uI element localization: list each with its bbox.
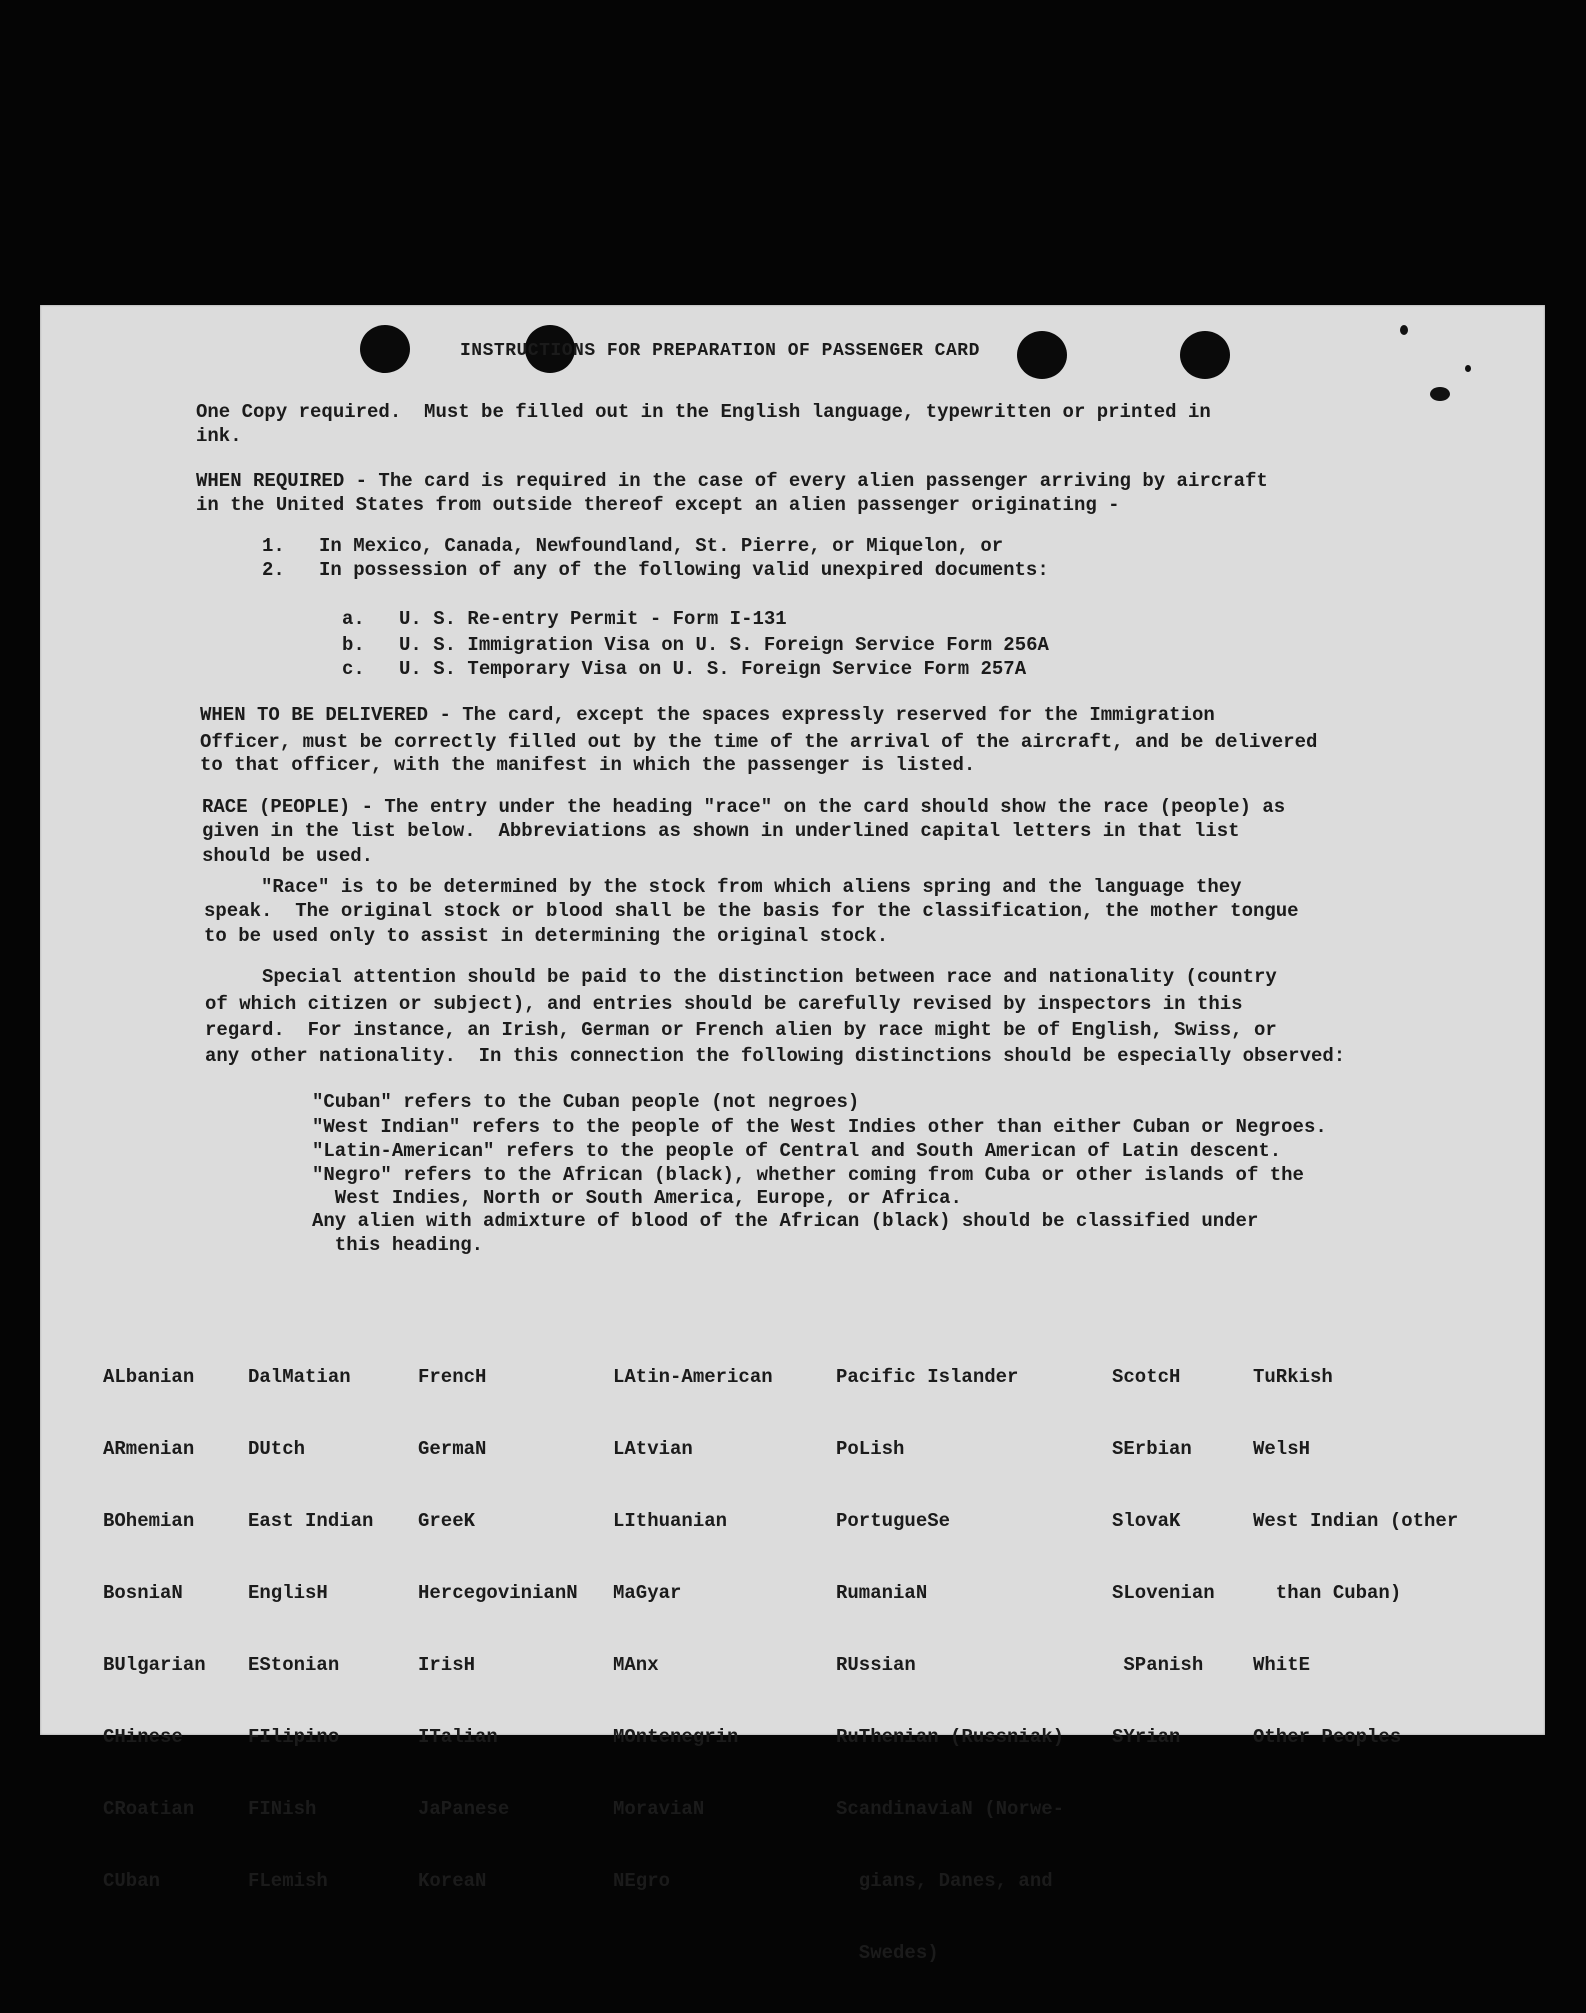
list-item: c. U. S. Temporary Visa on U. S. Foreign Service Form 257A xyxy=(342,658,1027,680)
race-entry: ScotcH xyxy=(1112,1366,1181,1388)
race-entry: BosniaN xyxy=(103,1582,183,1604)
race-entry: GreeK xyxy=(418,1510,476,1532)
race-entry: RUssian xyxy=(836,1654,916,1676)
text-line: any other nationality. In this connection the following distinctions should be especially observed: xyxy=(205,1045,1346,1067)
race-entry: WelsH xyxy=(1253,1438,1311,1460)
text-line: WHEN REQUIRED - The card is required in the case of every alien passenger arriving by aircraft xyxy=(196,470,1268,492)
race-entry: West Indian (other xyxy=(1253,1510,1459,1532)
race-entry: SErbian xyxy=(1112,1438,1192,1460)
race-column-1 xyxy=(103,1317,206,1941)
race-column-5 xyxy=(836,1317,1064,2013)
distinction-line: "Cuban" refers to the Cuban people (not negroes) xyxy=(312,1091,860,1113)
ink-speck xyxy=(1430,387,1450,401)
race-entry: ARmenian xyxy=(103,1438,195,1460)
race-entry: WhitE xyxy=(1253,1654,1311,1676)
race-entry: EnglisH xyxy=(248,1582,328,1604)
race-column-3 xyxy=(418,1317,578,1941)
list-item: b. U. S. Immigration Visa on U. S. Foreign Service Form 256A xyxy=(342,634,1049,656)
text-line: One Copy required. Must be filled out in the English language, typewritten or printed in xyxy=(196,401,1211,423)
page-title: INSTRUCTIONS FOR PREPARATION OF PASSENGER CARD xyxy=(460,341,980,361)
text-line: Officer, must be correctly filled out by the time of the arrival of the aircraft, and be delivered xyxy=(200,731,1318,753)
text-line: of which citizen or subject), and entries should be carefully revised by inspectors in this xyxy=(205,993,1243,1015)
race-entry: PoLish xyxy=(836,1438,905,1460)
text-line: WHEN TO BE DELIVERED - The card, except the spaces expressly reserved for the Immigration xyxy=(200,704,1215,726)
race-entry: MoraviaN xyxy=(613,1798,705,1820)
race-entry: BOhemian xyxy=(103,1510,195,1532)
race-entry: IrisH xyxy=(418,1654,476,1676)
distinction-line: "West Indian" refers to the people of the West Indies other than either Cuban or Negroes. xyxy=(312,1116,1327,1138)
punch-hole-4 xyxy=(1180,331,1230,379)
race-entry: gians, Danes, and xyxy=(836,1870,1053,1892)
punch-hole-1 xyxy=(360,325,410,373)
race-entry: LAtin-American xyxy=(613,1366,773,1388)
text-line: should be used. xyxy=(202,845,374,867)
distinction-line: Any alien with admixture of blood of the African (black) should be classified under xyxy=(312,1210,1259,1232)
race-entry: DalMatian xyxy=(248,1366,351,1388)
race-entry: NEgro xyxy=(613,1870,671,1892)
distinction-line: "Latin-American" refers to the people of Central and South American of Latin descent. xyxy=(312,1140,1282,1162)
race-entry: East Indian xyxy=(248,1510,374,1532)
race-column-6 xyxy=(1112,1317,1215,1797)
race-entry: SlovaK xyxy=(1112,1510,1181,1532)
race-entry: ScandinaviaN (Norwe- xyxy=(836,1798,1065,1820)
race-column-2 xyxy=(248,1317,373,1941)
race-entry: SLovenian xyxy=(1112,1582,1215,1604)
race-entry: BUlgarian xyxy=(103,1654,206,1676)
race-entry: HercegovinianN xyxy=(418,1582,578,1604)
race-entry: CHinese xyxy=(103,1726,183,1748)
text-line: Special attention should be paid to the distinction between race and nationality (country xyxy=(205,966,1277,988)
race-entry: RuThenian (Russniak) xyxy=(836,1726,1065,1748)
race-entry: CUban xyxy=(103,1870,161,1892)
race-entry: TuRkish xyxy=(1253,1366,1333,1388)
text-line: to be used only to assist in determining the original stock. xyxy=(204,925,889,947)
race-entry: FIlipino xyxy=(248,1726,340,1748)
list-item: 2. In possession of any of the following valid unexpired documents: xyxy=(262,559,1049,581)
race-entry: EStonian xyxy=(248,1654,340,1676)
race-entry: GermaN xyxy=(418,1438,487,1460)
race-entry: LIthuanian xyxy=(613,1510,728,1532)
punch-hole-3 xyxy=(1017,331,1067,379)
race-entry: RumaniaN xyxy=(836,1582,928,1604)
race-entry: PortugueSe xyxy=(836,1510,951,1532)
race-entry: KoreaN xyxy=(418,1870,487,1892)
text-line: to that officer, with the manifest in which the passenger is listed. xyxy=(200,754,976,776)
race-entry: FrencH xyxy=(418,1366,487,1388)
race-entry: Pacific Islander xyxy=(836,1366,1019,1388)
race-entry: than Cuban) xyxy=(1253,1582,1402,1604)
race-column-4 xyxy=(613,1317,773,1941)
text-line: in the United States from outside thereof except an alien passenger originating - xyxy=(196,494,1120,516)
race-entry: CRoatian xyxy=(103,1798,195,1820)
race-entry: JaPanese xyxy=(418,1798,510,1820)
distinction-line: this heading. xyxy=(312,1234,484,1256)
document-page xyxy=(40,305,1545,1964)
race-entry: MaGyar xyxy=(613,1582,682,1604)
race-entry: MAnx xyxy=(613,1654,659,1676)
race-entry: FINish xyxy=(248,1798,317,1820)
race-entry: ALbanian xyxy=(103,1366,195,1388)
text-line: regard. For instance, an Irish, German or French alien by race might be of English, Swiss, or xyxy=(205,1019,1277,1041)
race-entry: SPanish xyxy=(1112,1654,1204,1676)
race-entry: SYrian xyxy=(1112,1726,1181,1748)
ink-speck xyxy=(1400,325,1408,335)
race-entry: DUtch xyxy=(248,1438,306,1460)
race-entry: LAtvian xyxy=(613,1438,693,1460)
text-line: ink. xyxy=(196,425,242,447)
ink-speck xyxy=(1465,365,1471,372)
race-entry: ITalian xyxy=(418,1726,498,1748)
race-entry: MOntenegrin xyxy=(613,1726,739,1748)
race-column-7 xyxy=(1253,1317,1458,1797)
list-item: 1. In Mexico, Canada, Newfoundland, St. Pierre, or Miquelon, or xyxy=(262,535,1004,557)
text-line: RACE (PEOPLE) - The entry under the heading "race" on the card should show the race (people) as xyxy=(202,796,1286,818)
distinction-line: "Negro" refers to the African (black), whether coming from Cuba or other islands of the xyxy=(312,1164,1304,1186)
race-entry: Other Peoples xyxy=(1253,1726,1402,1748)
race-entry: Swedes) xyxy=(836,1942,939,1964)
race-entry: FLemish xyxy=(248,1870,328,1892)
text-line: speak. The original stock or blood shall be the basis for the classification, the mother tongue xyxy=(204,900,1299,922)
text-line: "Race" is to be determined by the stock from which aliens spring and the language they xyxy=(204,876,1242,898)
list-item: a. U. S. Re-entry Permit - Form I-131 xyxy=(342,608,787,630)
distinction-line: West Indies, North or South America, Europe, or Africa. xyxy=(312,1187,962,1209)
text-line: given in the list below. Abbreviations as shown in underlined capital letters in that list xyxy=(202,820,1240,842)
